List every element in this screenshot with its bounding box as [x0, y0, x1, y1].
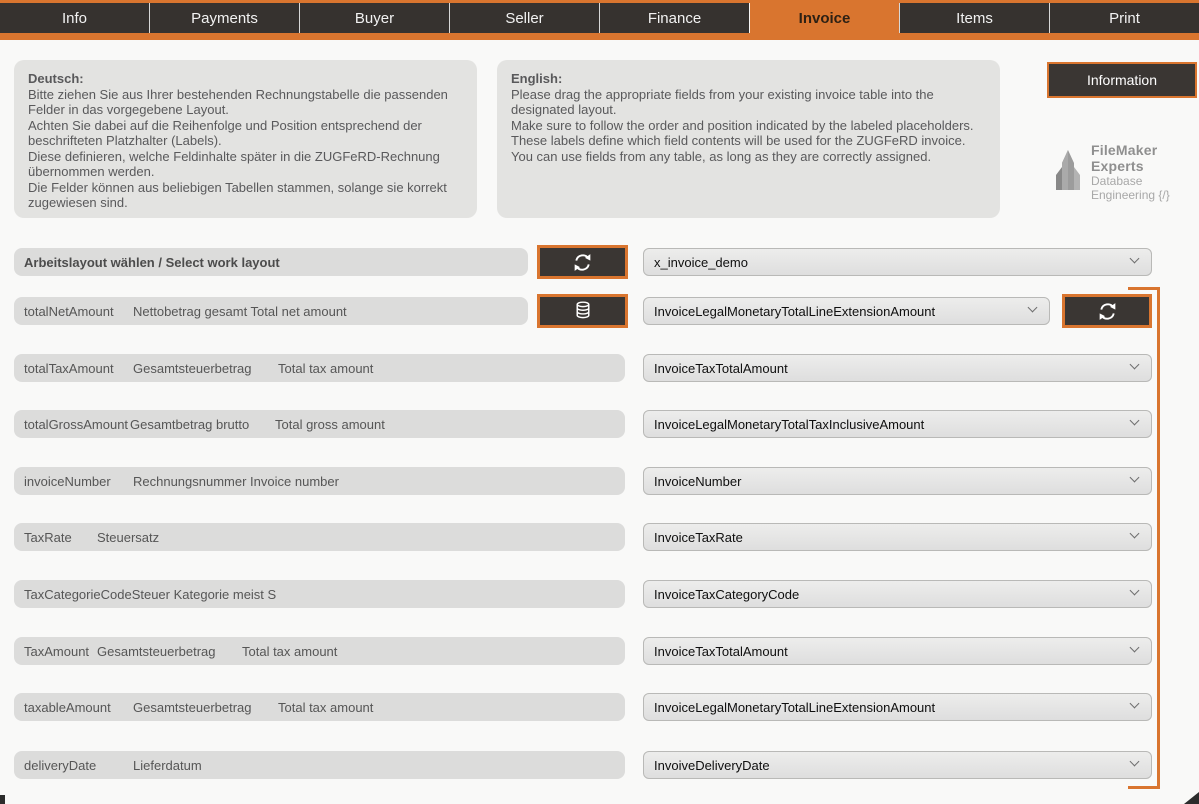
tab-seller[interactable]: Seller: [449, 3, 599, 33]
instruction-line: Please drag the appropriate fields from your existing invoice table into the designated layout.: [511, 86, 934, 117]
field-label: [14, 693, 625, 721]
window-corner-right: [1184, 792, 1199, 804]
instruction-line: These labels define which field contents will be used for the ZUGFeRD invoice.: [511, 133, 966, 148]
field-value: InvoiceNumber: [654, 473, 742, 489]
field-desc-de: Gesamtsteuerbetrag: [97, 643, 216, 659]
field-desc-en: Total tax amount: [278, 360, 374, 376]
field-row-taxableAmount: [0, 690, 1199, 724]
field-dropdown[interactable]: [643, 297, 1050, 325]
field-desc-en: Total gross amount: [275, 416, 385, 432]
field-label: [14, 354, 625, 382]
field-dropdown[interactable]: [643, 410, 1152, 438]
field-desc: Lieferdatum: [133, 757, 202, 773]
work-layout-row: [0, 245, 1199, 279]
field-key: TaxRate: [24, 529, 72, 545]
field-label: [14, 410, 625, 438]
field-desc-en: Total tax amount: [278, 699, 374, 715]
field-value: InvoiceTaxCategoryCode: [654, 586, 800, 602]
tab-print[interactable]: Print: [1049, 3, 1199, 33]
field-key: invoiceNumber: [24, 473, 111, 489]
field-desc-de: Gesamtsteuerbetrag: [133, 360, 252, 376]
field-key: TaxAmount: [24, 643, 90, 659]
field-value: InvoiceLegalMonetaryTotalTaxInclusiveAmount: [654, 416, 925, 432]
tab-items[interactable]: Items: [899, 3, 1049, 33]
field-desc: Steuersatz: [97, 529, 160, 545]
window-corner-left: [0, 795, 5, 804]
logo-title: FileMaker Experts: [1091, 142, 1158, 174]
instructions-english-title: English:: [511, 71, 563, 86]
tab-bar: [0, 0, 1199, 40]
instruction-line: Make sure to follow the order and position indicated by the labeled placeholders.: [511, 117, 974, 133]
field-key: deliveryDate: [24, 757, 97, 773]
instructions-german: [14, 60, 477, 218]
refresh-layouts-button[interactable]: [537, 245, 628, 279]
field-value: InvoiceTaxTotalAmount: [654, 643, 788, 659]
field-row-TaxCategorieCode: [0, 577, 1199, 611]
information-button[interactable]: Information: [1047, 62, 1197, 98]
field-group-bracket: [1128, 287, 1160, 789]
database-fields-button[interactable]: [537, 294, 628, 328]
tab-finance[interactable]: Finance: [599, 3, 749, 33]
work-layout-label: Arbeitslayout wählen / Select work layout: [14, 248, 528, 276]
instruction-line: Die Felder können aus beliebigen Tabellen stammen, solange sie korrekt zugewiesen sind.: [28, 179, 447, 210]
tower-logo-icon: [1052, 150, 1084, 195]
field-row-TaxAmount: [0, 634, 1199, 668]
field-value: InvoiceTaxRate: [654, 529, 743, 545]
field-row-totalNetAmount: [0, 294, 1199, 328]
tab-buyer[interactable]: Buyer: [299, 3, 449, 33]
field-label: [14, 467, 625, 495]
logo-subtitle: Database Engineering {/}: [1091, 174, 1170, 202]
instructions-german-title: Deutsch:: [28, 71, 84, 86]
field-row-totalTaxAmount: [0, 351, 1199, 385]
tab-invoice[interactable]: Invoice: [749, 3, 899, 33]
field-desc: Rechnungsnummer Invoice number: [133, 473, 339, 489]
database-icon: [572, 300, 594, 322]
field-dropdown[interactable]: [643, 751, 1152, 779]
field-dropdown[interactable]: [643, 580, 1152, 608]
field-key: taxableAmount: [24, 699, 111, 715]
instruction-line: You can use fields from any table, as long as they are correctly assigned.: [511, 148, 932, 164]
field-label: [14, 297, 528, 325]
field-key: totalTaxAmount: [24, 360, 114, 376]
refresh-sync-icon: [1096, 300, 1119, 323]
field-value: InvoiceLegalMonetaryTotalLineExtensionAmount: [654, 699, 936, 715]
field-key: totalNetAmount: [24, 303, 114, 319]
field-dropdown[interactable]: [643, 693, 1152, 721]
field-value: InvoiceLegalMonetaryTotalLineExtensionAmount: [654, 303, 936, 319]
field-dropdown[interactable]: [643, 467, 1152, 495]
field-dropdown[interactable]: [643, 637, 1152, 665]
field-value: InvoiceTaxTotalAmount: [654, 360, 788, 376]
field-key: totalGrossAmount: [24, 416, 129, 432]
instruction-line: Bitte ziehen Sie aus Ihrer bestehenden Rechnungstabelle die passenden Felder in das vorgegebene Layout.: [28, 86, 448, 117]
field-desc-de: Gesamtsteuerbetrag: [133, 699, 252, 715]
work-layout-dropdown[interactable]: [643, 248, 1152, 276]
filemaker-experts-logo: [1052, 142, 1199, 202]
field-dropdown[interactable]: [643, 523, 1152, 551]
field-desc-en: Total tax amount: [242, 643, 338, 659]
chevron-down-icon: [1130, 254, 1140, 264]
field-desc: Steuer Kategorie meist S: [131, 586, 277, 602]
field-key: TaxCategorieCode: [24, 586, 132, 602]
field-label: [14, 523, 625, 551]
field-label: [14, 637, 625, 665]
field-row-invoiceNumber: [0, 464, 1199, 498]
field-value: InvoiveDeliveryDate: [654, 757, 770, 773]
field-row-TaxRate: [0, 520, 1199, 554]
instruction-line: Achten Sie dabei auf die Reihenfolge und Position entsprechend der beschrifteten Platzhalter (Labels).: [28, 117, 422, 148]
field-desc-de: Gesamtbetrag brutto: [130, 416, 250, 432]
instructions-english: [497, 60, 1000, 218]
tab-payments[interactable]: Payments: [149, 3, 299, 33]
instruction-line: Diese definieren, welche Feldinhalte später in die ZUGFeRD-Rechnung übernommen werden.: [28, 148, 440, 179]
chevron-down-icon: [1028, 303, 1038, 313]
field-label: [14, 580, 625, 608]
field-label: [14, 751, 625, 779]
work-layout-value: x_invoice_demo: [654, 254, 748, 270]
tab-info[interactable]: Info: [0, 3, 149, 33]
refresh-sync-icon: [571, 251, 594, 274]
field-desc: Nettobetrag gesamt Total net amount: [133, 303, 347, 319]
field-dropdown[interactable]: [643, 354, 1152, 382]
field-row-deliveryDate: [0, 748, 1199, 782]
field-row-totalGrossAmount: [0, 407, 1199, 441]
